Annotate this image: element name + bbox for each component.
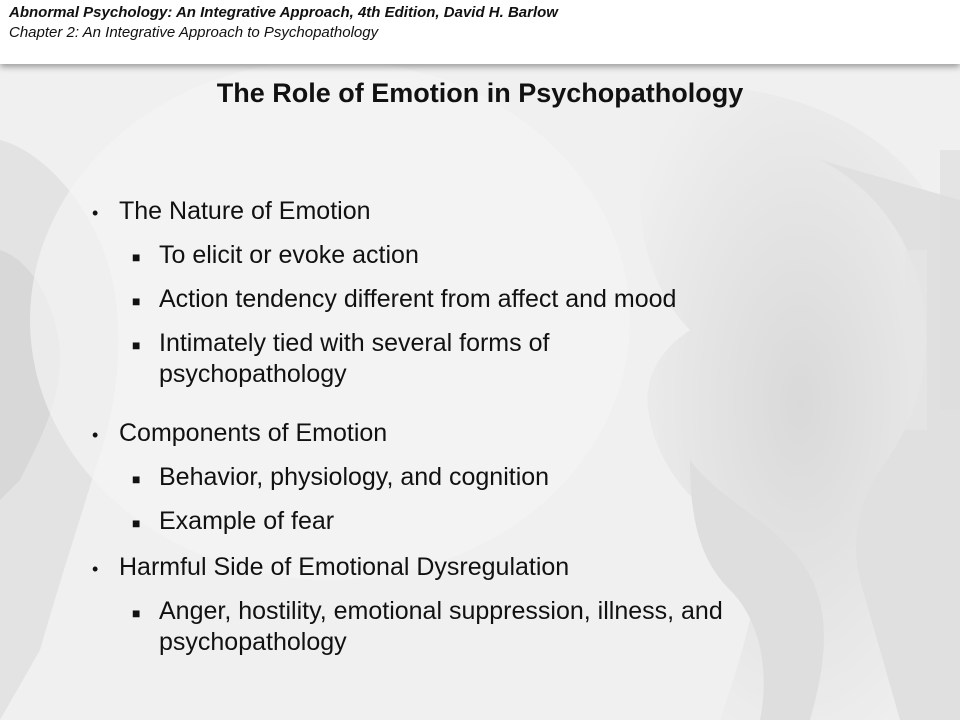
bullet-marker: • bbox=[92, 425, 99, 445]
sub-bullet-item bbox=[132, 328, 692, 391]
book-citation: Abnormal Psychology: An Integrative Approach, 4th Edition, David H. Barlow bbox=[9, 4, 558, 21]
sub-bullet-text: Behavior, physiology, and cognition bbox=[159, 463, 550, 491]
bullet-text: Components of Emotion bbox=[119, 419, 388, 447]
sub-bullet-text: Example of fear bbox=[159, 507, 335, 535]
sub-bullet-marker: ■ bbox=[132, 605, 141, 621]
sub-bullet-item bbox=[132, 284, 852, 315]
chapter-title: Chapter 2: An Integrative Approach to Psychopathology bbox=[9, 24, 379, 41]
sub-bullet-marker: ■ bbox=[132, 471, 141, 487]
sub-bullet-item bbox=[132, 596, 832, 659]
sub-bullet-text: Anger, hostility, emotional suppression, illness, and psychopathology bbox=[159, 597, 723, 657]
sub-bullet-marker: ■ bbox=[132, 249, 141, 265]
bullet-marker: • bbox=[92, 203, 99, 223]
sub-bullet-item bbox=[132, 506, 852, 537]
bullet-text: The Nature of Emotion bbox=[119, 197, 371, 225]
slide-title: The Role of Emotion in Psychopathology bbox=[216, 78, 744, 108]
sub-bullet-text: Action tendency different from affect and mood bbox=[159, 285, 677, 313]
sub-bullet-text: To elicit or evoke action bbox=[159, 241, 419, 269]
bullet-item bbox=[92, 552, 852, 583]
bullet-marker: • bbox=[92, 559, 99, 579]
sub-bullet-item bbox=[132, 240, 852, 271]
sub-bullet-marker: ■ bbox=[132, 337, 141, 353]
sub-bullet-marker: ■ bbox=[132, 293, 141, 309]
sub-bullet-text: Intimately tied with several forms of psychopathology bbox=[159, 329, 550, 389]
sub-bullet-item bbox=[132, 462, 852, 493]
bullet-text: Harmful Side of Emotional Dysregulation bbox=[119, 553, 570, 581]
sub-bullet-marker: ■ bbox=[132, 515, 141, 531]
bullet-item bbox=[92, 418, 852, 449]
bullet-item bbox=[92, 196, 852, 227]
